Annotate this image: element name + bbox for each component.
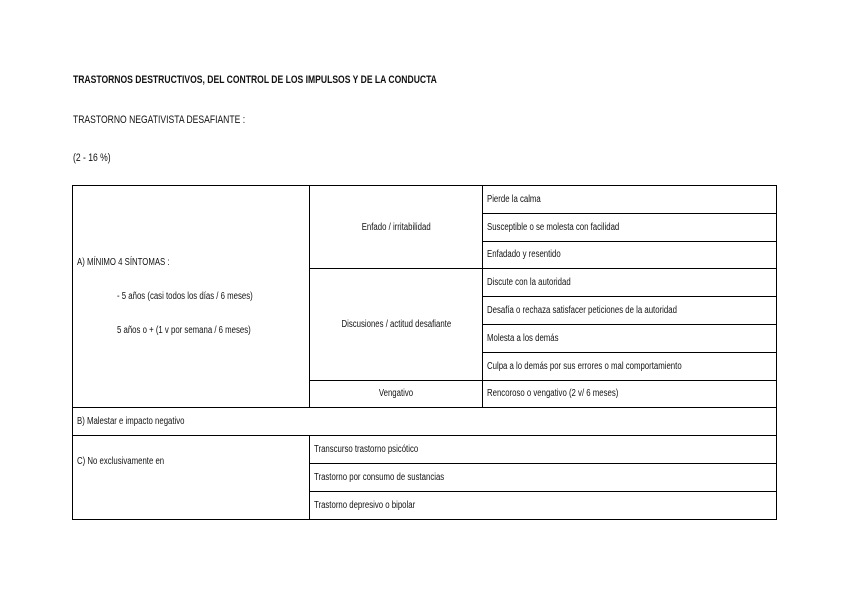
exclusion-cell — [310, 436, 777, 464]
symptom-cell — [483, 186, 777, 214]
prevalence-range-text: (2 - 16 %) — [73, 152, 111, 164]
table-row — [73, 408, 777, 436]
criterion-b-label: B) Malestar e impacto negativo — [77, 416, 185, 428]
symptom-cell — [483, 352, 777, 380]
exclusion-cell — [310, 491, 777, 519]
symptom-group-vindictive — [310, 380, 483, 408]
table-row — [73, 186, 777, 214]
document-title-text: TRASTORNOS DESTRUCTIVOS, DEL CONTROL DE LOS IMPULSOS Y DE LA CONDUCTA — [73, 74, 437, 86]
exclusion-text: Transcurso trastorno psicótico — [314, 444, 419, 456]
symptom-group-label: Enfado / irritabilidad — [361, 221, 431, 233]
symptom-cell — [483, 241, 777, 269]
symptom-text: Culpa a lo demás por sus errores o mal comportamiento — [487, 360, 682, 372]
criterion-c-label: C) No exclusivamente en — [77, 456, 165, 468]
criterion-a-over5: 5 años o + (1 v por semana / 6 meses) — [117, 324, 251, 336]
criterion-c-cell — [73, 436, 310, 519]
table-row — [73, 436, 777, 464]
criterion-a-label: A) MÍNIMO 4 SÍNTOMAS : — [77, 256, 170, 268]
symptom-text: Pierde la calma — [487, 193, 541, 205]
symptom-text: Desafía o rechaza satisfacer peticiones de la autoridad — [487, 305, 677, 317]
symptom-text: Molesta a los demás — [487, 332, 559, 344]
symptom-group-anger — [310, 186, 483, 269]
symptom-cell — [483, 297, 777, 325]
symptom-group-label: Discusiones / actitud desafiante — [341, 318, 451, 330]
symptom-cell — [483, 213, 777, 241]
symptom-cell — [483, 380, 777, 408]
symptom-text: Enfadado y resentido — [487, 249, 561, 261]
exclusion-text: Trastorno depresivo o bipolar — [314, 499, 416, 511]
criterion-a-cell — [73, 186, 310, 408]
symptom-cell — [483, 269, 777, 297]
symptom-cell — [483, 324, 777, 352]
document-title — [73, 73, 540, 87]
symptom-group-defiance — [310, 269, 483, 380]
exclusion-text: Trastorno por consumo de sustancias — [314, 471, 445, 483]
symptom-text: Discute con la autoridad — [487, 277, 571, 289]
exclusion-cell — [310, 463, 777, 491]
criterion-a-under5: - 5 años (casi todos los días / 6 meses) — [117, 290, 253, 302]
document-subtitle — [73, 113, 294, 127]
symptom-text: Rencoroso o vengativo (2 v/ 6 meses) — [487, 388, 619, 400]
criteria-table — [72, 185, 777, 520]
symptom-text: Susceptible o se molesta con facilidad — [487, 221, 620, 233]
prevalence-range — [73, 151, 121, 165]
document-subtitle-text: TRASTORNO NEGATIVISTA DESAFIANTE : — [73, 114, 246, 126]
criterion-b-cell — [73, 408, 777, 436]
symptom-group-label: Vengativo — [378, 388, 414, 400]
